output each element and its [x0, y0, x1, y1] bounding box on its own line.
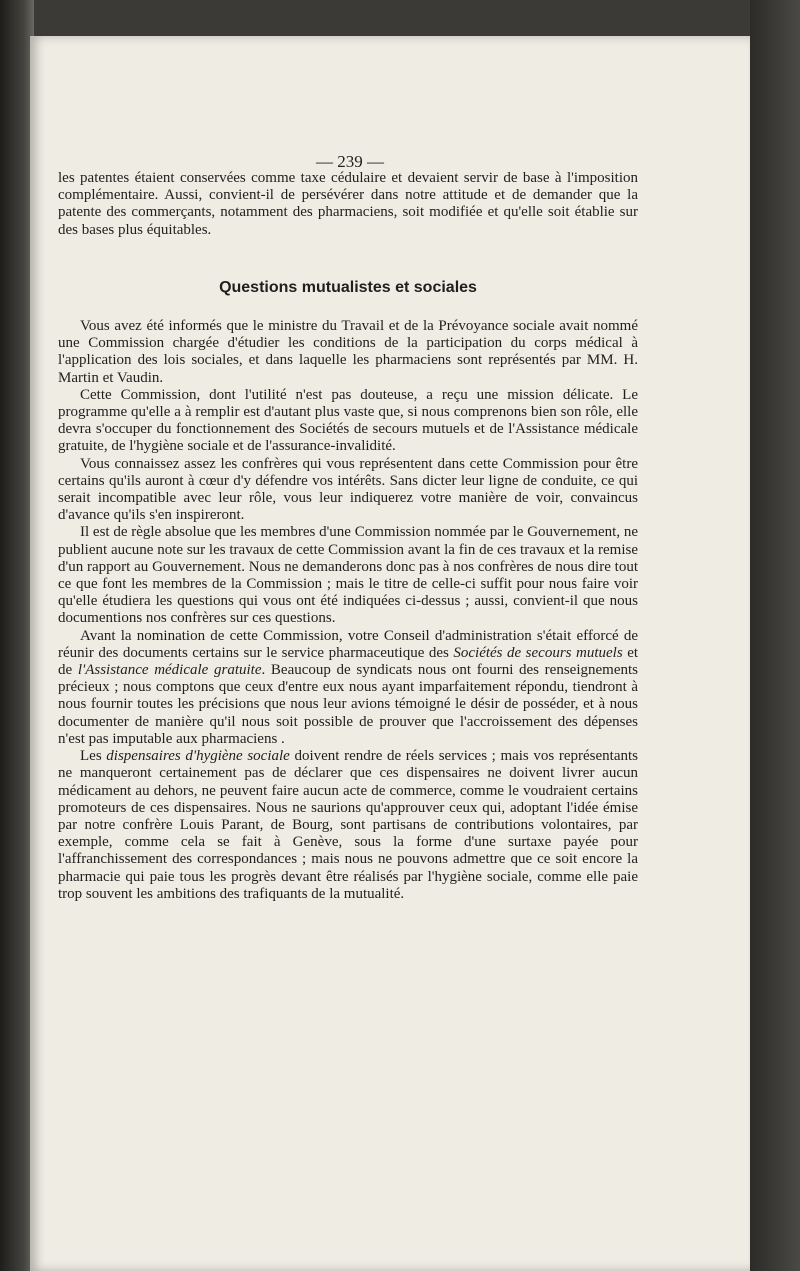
italic-term: Sociétés de secours mutuels	[453, 644, 623, 661]
italic-term: l'Assistance médicale gratuite	[77, 662, 262, 679]
page-body	[58, 148, 638, 903]
text-run: et de	[58, 644, 639, 679]
page-number: — 239 —	[316, 152, 384, 171]
paragraph-documents	[58, 628, 638, 748]
paragraph-rule: Il est de règle absolue que les membres d'une Commission nommée par le Gouvernement, ne publient aucune note sur les travaux de cette Commission avant la fin de ces travaux et la remise d'un rapport au Gouvernement. Nous ne demanderons donc pas à nos confrères de nous dire tout ce que font les membres de la Commission ; mais le titre de celle-ci suffit pour nous faire voir qu'elle étudiera les questions qui vous ont été indiquées ci-dessus ; aussi, convient-il que nous documentions nos confrères sur ces questions.	[58, 524, 638, 627]
text-run: Les	[80, 748, 107, 765]
italic-term: dispensaires d'hygiène sociale	[106, 748, 290, 765]
paragraph-representatives: Vous connaissez assez les confrères qui vous représentent dans cette Commission pour être certains qu'ils auront à cœur d'y défendre vos intérêts. Sans dicter leur ligne de conduite, ce qui serait incompatible avec leur rôle, vous leur indiquerez votre manière de voir, convaincus d'avance qu'ils s'en inspireront.	[58, 455, 638, 524]
paragraph-dispensaries	[58, 748, 638, 903]
scan-background-edge	[750, 0, 800, 1271]
text-run: Avant la nomination de cette Commission, votre Conseil d'administration s'était efforcé de réunir des documents certains sur le service pharmaceutique des	[58, 627, 638, 661]
text-run: doivent rendre de réels services ; mais vos représentants ne manqueront certainement pas de déclarer que ces dispensaires ne doivent livrer aucun médicament au dehors, ne peuvent faire aucun acte de commerce, comme le voudraient certains promoteurs de ces dispensaires. Nous ne saurions qu'approuver ceux qui, adoptant l'idée émise par notre confrère Louis Parant, de Bourg, sont partisans de contributions volontaires, par exemple, comme cela se fait à Genève, sous la forme d'une surtaxe payée pour l'affranchissement des correspondances ; mais nous ne pouvons admettre que ce soit encore la pharmacie qui paie tous les progrès devant être réalisés par l'hygiène sociale, comme elle paie trop souvent les ambitions des trafiquants de la mutualité.	[58, 748, 638, 902]
intro-paragraph: les patentes étaient conservées comme taxe cédulaire et devaient servir de base à l'imposition complémentaire. Aussi, convient-il de persévérer dans notre attitude et de demander que la patente des commerçants, notamment des pharmaciens, soit modifiée et qu'elle soit établie sur des bases plus équitables.	[58, 170, 638, 238]
paragraph-commission: Vous avez été informés que le ministre du Travail et de la Prévoyance sociale avait nommé une Commission chargée d'étudier les conditions de la participation du corps médical à l'application des lois sociales, et dans laquelle les pharmaciens sont représentés par MM. H. Martin et Vaudin.	[58, 318, 638, 386]
paragraph-mission: Cette Commission, dont l'utilité n'est pas douteuse, a reçu une mission délicate. Le programme qu'elle a à remplir est d'autant plus vaste que, si nous comprenons bien son rôle, elle devra s'occuper du fonctionnement des Sociétés de secours mutuels et de l'Assistance médicale gratuite, de l'hygiène sociale et de l'assurance-invalidité.	[58, 386, 638, 455]
section-heading: Questions mutualistes et sociales	[219, 278, 477, 296]
book-gutter-shadow	[0, 0, 34, 1271]
text-run: . Beaucoup de syndicats nous ont fourni des renseignements précieux ; nous comptons que ceux d'entre eux nous ayant imparfaitement répondu, tiendront à nous fournir toutes les précisions que nous leur avions témoigné le désir de posséder, et à nous documenter de manière qu'il nous soit possible de prouver que l'accroissement des dépenses n'est pas imputable aux pharmaciens .	[58, 662, 638, 747]
